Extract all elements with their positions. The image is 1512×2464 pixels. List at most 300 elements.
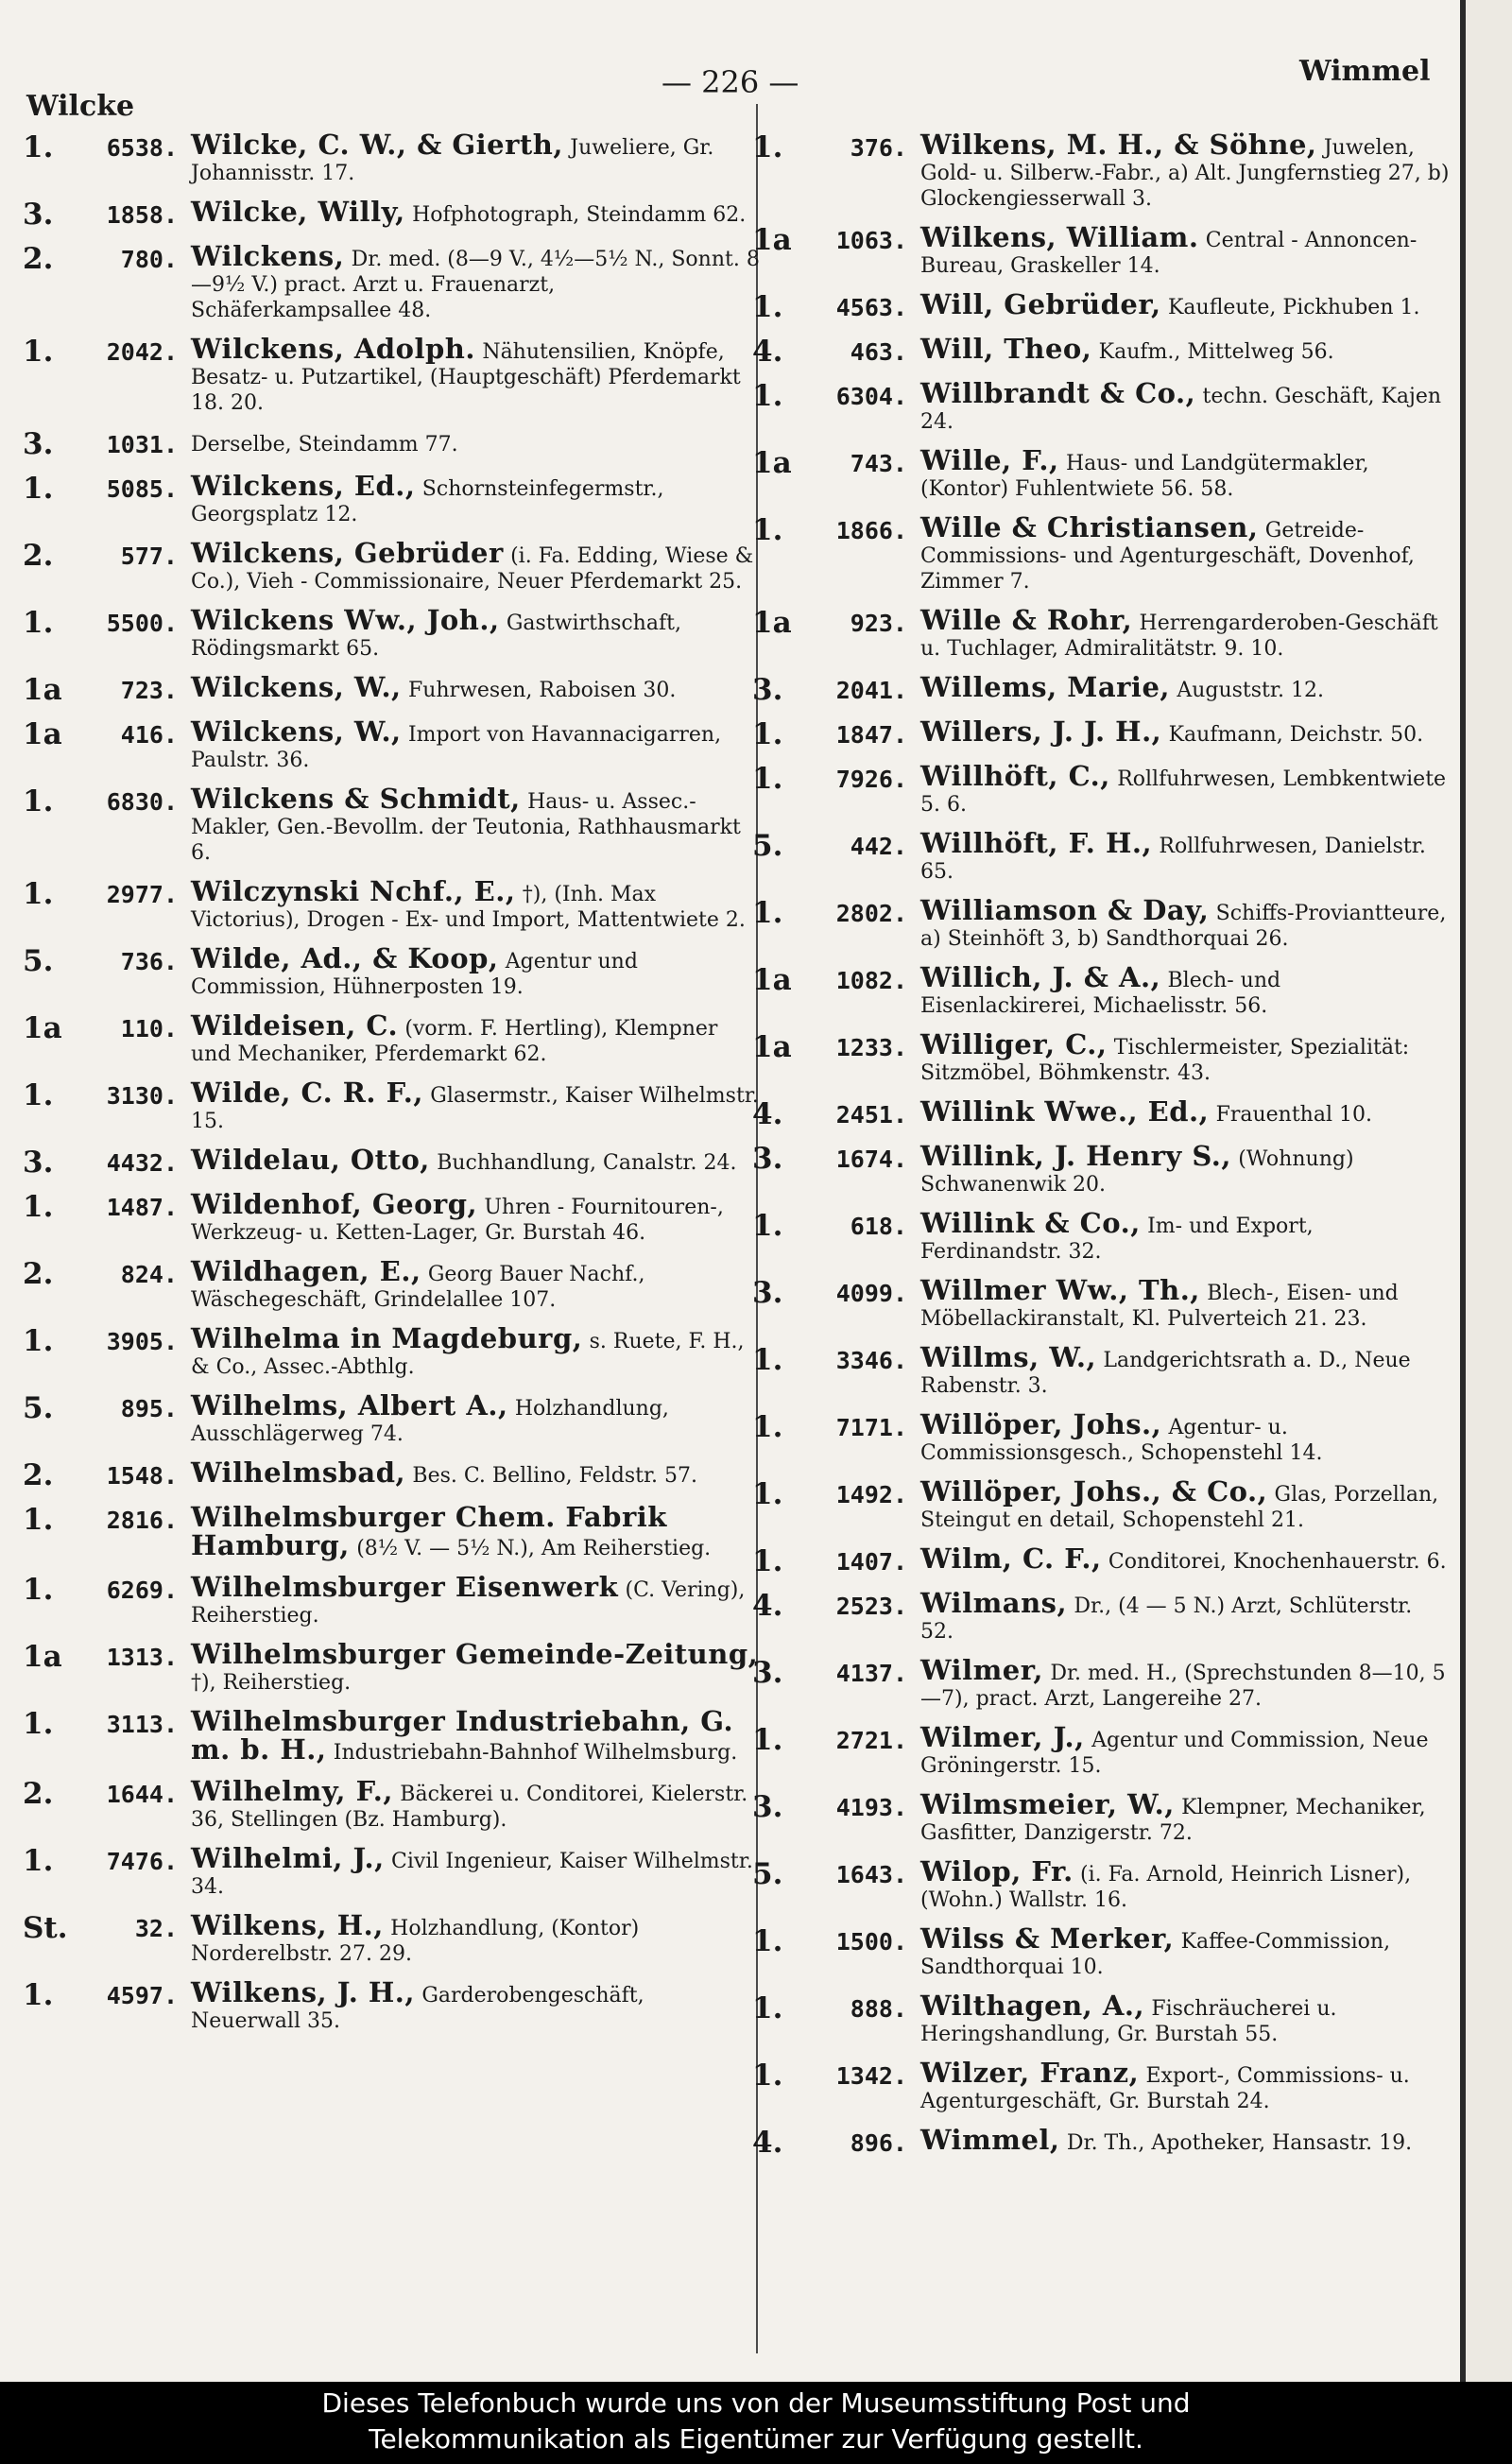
subscriber-name: Wildenhof, Georg, xyxy=(191,1188,478,1220)
phone-number: 4597. xyxy=(106,1982,178,2009)
directory-entry xyxy=(23,671,760,707)
directory-entry xyxy=(23,1255,760,1313)
entry-text xyxy=(191,1705,760,1766)
subscriber-name: Willems, Marie, xyxy=(920,671,1170,703)
directory-entry xyxy=(23,1009,760,1067)
entry-text xyxy=(920,894,1452,952)
subscriber-name: Wilhelmsburger Chem. Fabrik Hamburg, xyxy=(191,1501,667,1561)
subscriber-details: Industriebahn-Bahnhof Wilhelmsburg. xyxy=(333,1741,738,1765)
subscriber-details: Dr. Th., Apotheker, Hansastr. 19. xyxy=(1066,2131,1413,2155)
phone-number: 3346. xyxy=(835,1347,907,1374)
phone-number: 896. xyxy=(850,2129,907,2157)
exchange-code: 1. xyxy=(23,877,54,911)
exchange-code: 1a xyxy=(23,1640,62,1674)
directory-entry xyxy=(23,1077,760,1134)
exchange-code: 2. xyxy=(23,1257,54,1291)
subscriber-details: Klempner, Mechaniker, Gasfitter, Danzigerstr. 72. xyxy=(920,1796,1426,1845)
subscriber-name: Williamson & Day, xyxy=(920,894,1210,926)
subscriber-details: Export-, Commissions- u. Agenturgeschäft, Gr. Burstah 24. xyxy=(920,2064,1410,2113)
entry-text xyxy=(191,1501,760,1561)
phone-number: 6538. xyxy=(106,134,178,162)
phone-number: 1082. xyxy=(835,967,907,994)
directory-entry xyxy=(752,894,1452,952)
entry-text xyxy=(920,1341,1452,1399)
directory-entry xyxy=(752,671,1452,707)
subscriber-name: Willbrandt & Co., xyxy=(920,377,1196,409)
exchange-code: 4. xyxy=(752,2126,783,2160)
exchange-code: 1. xyxy=(752,1723,783,1757)
subscriber-name: Wilckens, Ed., xyxy=(191,470,416,502)
entry-text xyxy=(920,961,1452,1019)
subscriber-details: Agentur- u. Commissionsgesch., Schopenstehl 14. xyxy=(920,1416,1323,1465)
directory-entry xyxy=(752,1274,1452,1332)
exchange-code: 1. xyxy=(23,335,54,369)
subscriber-name: Willhöft, C., xyxy=(920,760,1110,792)
subscriber-name: Wimmel, xyxy=(920,2124,1060,2156)
exchange-code: 3. xyxy=(23,1146,54,1180)
phone-number: 618. xyxy=(850,1213,907,1240)
entry-text xyxy=(920,1922,1452,1980)
exchange-code: 1a xyxy=(752,223,792,257)
entry-text xyxy=(191,240,760,323)
entry-text xyxy=(920,715,1452,748)
entry-text xyxy=(191,1389,760,1447)
footer-line-2: Telekommunikation als Eigentümer zur Verfügung gestellt. xyxy=(369,2423,1143,2455)
entry-text xyxy=(191,537,760,594)
exchange-code: 1. xyxy=(23,1324,54,1358)
entry-text xyxy=(920,1140,1452,1198)
entry-text xyxy=(191,604,760,662)
directory-entry xyxy=(752,1788,1452,1846)
subscriber-details: Kaufleute, Pickhuben 1. xyxy=(1167,296,1420,319)
exchange-code: 1. xyxy=(23,130,54,164)
subscriber-details: Bes. C. Bellino, Feldstr. 57. xyxy=(412,1464,698,1488)
phone-number: 7476. xyxy=(106,1848,178,1875)
subscriber-details: Schiffs-Proviantteure, a) Steinhöft 3, b) Sandthorquai 26. xyxy=(920,902,1447,951)
entry-text xyxy=(191,783,760,866)
subscriber-name: Willink Wwe., Ed., xyxy=(920,1095,1210,1128)
phone-number: 736. xyxy=(120,948,178,975)
directory-entry xyxy=(752,961,1452,1019)
entry-text xyxy=(920,671,1452,703)
subscriber-name: Wilss & Merker, xyxy=(920,1922,1175,1955)
entry-text xyxy=(920,444,1452,502)
entry-text xyxy=(920,333,1452,365)
phone-number: 2523. xyxy=(835,1593,907,1620)
subscriber-details: Gastwirthschaft, Rödingsmarkt 65. xyxy=(191,612,681,661)
exchange-code: 1. xyxy=(752,717,783,751)
exchange-code: 1. xyxy=(752,896,783,930)
directory-entry xyxy=(752,221,1452,279)
exchange-code: 4. xyxy=(752,1589,783,1623)
subscriber-details: Agentur und Commission, Hühnerposten 19. xyxy=(191,950,638,999)
subscriber-details: Glas, Porzellan, Steingut en detail, Schopenstehl 21. xyxy=(920,1483,1439,1532)
exchange-code: 1. xyxy=(23,1573,54,1607)
subscriber-details: †), (Inh. Max Victorius), Drogen - Ex- und Import, Mattentwiete 2. xyxy=(191,883,746,932)
directory-entry xyxy=(752,1587,1452,1645)
exchange-code: 4. xyxy=(752,1097,783,1131)
phone-number: 1233. xyxy=(835,1034,907,1061)
directory-entry xyxy=(752,1408,1452,1466)
exchange-code: 1. xyxy=(752,1477,783,1511)
subscriber-name: Wilzer, Franz, xyxy=(920,2057,1140,2089)
phone-number: 1847. xyxy=(835,721,907,749)
subscriber-details: Civil Ingenieur, Kaiser Wilhelmstr. 34. xyxy=(191,1850,753,1899)
exchange-code: 3. xyxy=(752,673,783,707)
directory-entry xyxy=(752,1207,1452,1265)
directory-entry xyxy=(23,240,760,323)
directory-entry xyxy=(752,129,1452,212)
subscriber-name: Wilhelma in Magdeburg, xyxy=(191,1322,583,1354)
directory-entry xyxy=(752,1855,1452,1913)
phone-number: 1492. xyxy=(835,1481,907,1508)
subscriber-name: Wilmsmeier, W., xyxy=(920,1788,1175,1820)
directory-entry xyxy=(23,470,760,527)
subscriber-details: Juwelen, Gold- u. Silberw.-Fabr., a) Alt. Jungfernstieg 27, b) Glockengiesserwall 3. xyxy=(920,136,1450,211)
exchange-code: 1. xyxy=(23,1078,54,1112)
subscriber-details: (8½ V. — 5½ N.), Am Reiherstieg. xyxy=(356,1537,712,1560)
phone-number: 1063. xyxy=(835,227,907,254)
exchange-code: 1. xyxy=(752,379,783,413)
phone-number: 3130. xyxy=(106,1082,178,1110)
subscriber-details: s. Ruete, F. H., & Co., Assec.-Abthlg. xyxy=(191,1330,745,1379)
directory-entry xyxy=(23,1501,760,1561)
exchange-code: 1. xyxy=(23,1978,54,2012)
phone-number: 2816. xyxy=(106,1507,178,1534)
phone-number: 1548. xyxy=(106,1462,178,1490)
exchange-code: 1a xyxy=(752,963,792,997)
subscriber-details: (vorm. F. Hertling), Klempner und Mechaniker, Pferdemarkt 62. xyxy=(191,1017,718,1066)
subscriber-details: Derselbe, Steindamm 77. xyxy=(191,433,458,457)
directory-entry xyxy=(23,129,760,186)
directory-entry xyxy=(752,2057,1452,2114)
subscriber-name: Wilckens, Adolph. xyxy=(191,333,475,365)
phone-number: 4193. xyxy=(835,1794,907,1821)
entry-text xyxy=(191,129,760,186)
subscriber-details: Dr. med. H., (Sprechstunden 8—10, 5—7), pract. Arzt, Langereihe 27. xyxy=(920,1662,1446,1711)
exchange-code: 1. xyxy=(752,290,783,324)
entry-text xyxy=(920,1990,1452,2047)
subscriber-name: Will, Theo, xyxy=(920,333,1092,365)
phone-number: 1313. xyxy=(106,1644,178,1671)
phone-number: 1031. xyxy=(106,431,178,458)
directory-entry xyxy=(752,715,1452,751)
subscriber-name: Willöper, Johs., xyxy=(920,1408,1162,1440)
exchange-code: 1. xyxy=(752,130,783,164)
directory-entry xyxy=(23,942,760,1000)
subscriber-name: Wilmans, xyxy=(920,1587,1068,1619)
subscriber-name: Wilm, C. F., xyxy=(920,1542,1102,1575)
header-left-keyword: Wilcke xyxy=(26,90,135,123)
phone-number: 2451. xyxy=(835,1101,907,1129)
subscriber-details: Juweliere, Gr. Johannisstr. 17. xyxy=(191,136,714,185)
subscriber-name: Wilhelmsbad, xyxy=(191,1456,406,1489)
entry-text xyxy=(920,1654,1452,1712)
subscriber-name: Wildhagen, E., xyxy=(191,1255,421,1287)
entry-text xyxy=(920,1028,1452,1086)
exchange-code: 2. xyxy=(23,242,54,276)
directory-entry xyxy=(752,377,1452,435)
subscriber-details: Buchhandlung, Canalstr. 24. xyxy=(437,1151,737,1175)
phone-number: 1674. xyxy=(835,1146,907,1173)
directory-entry xyxy=(752,1542,1452,1578)
entry-text xyxy=(920,1207,1452,1265)
phone-number: 1487. xyxy=(106,1194,178,1221)
directory-entry xyxy=(23,715,760,773)
phone-number: 2042. xyxy=(106,338,178,366)
subscriber-details: Bäckerei u. Conditorei, Kielerstr. 36, Stellingen (Bz. Hamburg). xyxy=(191,1783,748,1832)
directory-entry xyxy=(752,1095,1452,1131)
subscriber-name: Wilop, Fr. xyxy=(920,1855,1074,1887)
subscriber-name: Willhöft, F. H., xyxy=(920,827,1153,859)
exchange-code: 1. xyxy=(752,1991,783,2025)
entry-text xyxy=(191,1909,760,1967)
subscriber-details: Glasermstr., Kaiser Wilhelmstr. 15. xyxy=(191,1084,759,1133)
exchange-code: 1a xyxy=(23,1011,62,1045)
exchange-code: 1. xyxy=(752,513,783,547)
exchange-code: 1a xyxy=(752,446,792,480)
subscriber-name: Wilkens, H., xyxy=(191,1909,384,1941)
subscriber-name: Will, Gebrüder, xyxy=(920,288,1161,320)
exchange-code: 5. xyxy=(23,944,54,978)
directory-entry xyxy=(23,333,760,416)
phone-number: 923. xyxy=(850,610,907,637)
subscriber-name: Wilde, C. R. F., xyxy=(191,1077,423,1109)
subscriber-details: Central - Annoncen-Bureau, Graskeller 14. xyxy=(920,229,1418,278)
entry-text xyxy=(191,1077,760,1134)
phone-number: 463. xyxy=(850,338,907,366)
entry-text xyxy=(191,875,760,933)
phone-number: 1342. xyxy=(835,2062,907,2090)
subscriber-name: Wilckens, xyxy=(191,240,345,272)
entry-text xyxy=(191,1255,760,1313)
directory-entry xyxy=(752,1654,1452,1712)
entry-text xyxy=(191,470,760,527)
directory-entry xyxy=(23,1188,760,1246)
entry-text xyxy=(920,1855,1452,1913)
subscriber-details: Kaufm., Mittelweg 56. xyxy=(1098,340,1334,364)
exchange-code: 1. xyxy=(752,1343,783,1377)
entry-text xyxy=(191,1188,760,1246)
subscriber-name: Willink, J. Henry S., xyxy=(920,1140,1231,1172)
subscriber-details: Blech- und Eisenlackirerei, Michaelisstr. 56. xyxy=(920,969,1281,1018)
phone-number: 4432. xyxy=(106,1149,178,1177)
subscriber-name: Willers, J. J. H., xyxy=(920,715,1162,748)
exchange-code: 1. xyxy=(23,1190,54,1224)
entry-text xyxy=(191,1976,760,2034)
subscriber-details: Haus- und Landgütermakler, (Kontor) Fuhlentwiete 56. 58. xyxy=(920,452,1369,501)
directory-entry xyxy=(23,1909,760,1967)
directory-entry xyxy=(752,2124,1452,2160)
directory-entry xyxy=(23,604,760,662)
subscriber-name: Wilckens, W., xyxy=(191,671,402,703)
page-header xyxy=(0,38,1455,132)
subscriber-name: Wilhelmi, J., xyxy=(191,1842,385,1874)
directory-entry xyxy=(752,511,1452,594)
entry-text xyxy=(920,2057,1452,2114)
phone-number: 7171. xyxy=(835,1414,907,1441)
subscriber-details: Conditorei, Knochenhauerstr. 6. xyxy=(1108,1550,1447,1574)
entry-text xyxy=(191,1638,760,1696)
subscriber-name: Wilczynski Nchf., E., xyxy=(191,875,516,907)
exchange-code: 1a xyxy=(752,606,792,640)
entry-text xyxy=(920,1721,1452,1779)
exchange-code: 1. xyxy=(752,1209,783,1243)
directory-entry xyxy=(23,1322,760,1380)
entry-text xyxy=(920,1542,1452,1575)
subscriber-details: (i. Fa. Arnold, Heinrich Lisner), (Wohn.) Wallstr. 16. xyxy=(920,1863,1412,1912)
exchange-code: St. xyxy=(23,1911,68,1945)
subscriber-details: Holzhandlung, (Kontor) Norderelbstr. 27. 29. xyxy=(191,1917,640,1966)
subscriber-details: Herrengarderoben-Geschäft u. Tuchlager, Admiralitätstr. 9. 10. xyxy=(920,612,1438,661)
entry-text xyxy=(920,1475,1452,1533)
subscriber-name: Wilckens & Schmidt, xyxy=(191,783,521,815)
subscriber-details: Uhren - Fournitouren-, Werkzeug- u. Ketten-Lager, Gr. Burstah 46. xyxy=(191,1196,724,1245)
subscriber-details: Agentur und Commission, Neue Gröningerstr. 15. xyxy=(920,1729,1429,1778)
phone-number: 5500. xyxy=(106,610,178,637)
directory-entry xyxy=(23,1456,760,1492)
entry-text xyxy=(191,196,760,228)
subscriber-details: Im- und Export, Ferdinandstr. 32. xyxy=(920,1215,1314,1264)
phone-number: 442. xyxy=(850,833,907,860)
exchange-code: 1. xyxy=(752,1924,783,1958)
subscriber-details: Tischlermeister, Spezialität: Sitzmöbel, Böhmkenstr. 43. xyxy=(920,1036,1410,1085)
exchange-code: 5. xyxy=(752,829,783,863)
exchange-code: 2. xyxy=(23,1777,54,1811)
subscriber-details: Kaffee-Commission, Sandthorquai 10. xyxy=(920,1930,1391,1979)
phone-number: 110. xyxy=(120,1015,178,1042)
phone-number: 2041. xyxy=(835,677,907,704)
exchange-code: 5. xyxy=(752,1857,783,1891)
entry-text xyxy=(191,1009,760,1067)
directory-entry xyxy=(752,1341,1452,1399)
subscriber-details: (C. Vering), Reiherstieg. xyxy=(191,1578,746,1628)
subscriber-name: Wilckens Ww., Joh., xyxy=(191,604,500,636)
adjacent-page-edge xyxy=(1460,0,1512,2382)
directory-entry xyxy=(23,196,760,232)
subscriber-name: Wilcke, C. W., & Gierth, xyxy=(191,129,563,161)
subscriber-name: Wildelau, Otto, xyxy=(191,1144,430,1176)
right-column xyxy=(752,129,1452,2172)
directory-entry xyxy=(23,1976,760,2034)
phone-number: 743. xyxy=(850,450,907,477)
directory-entry xyxy=(23,429,760,460)
subscriber-details: Schornsteinfegermstr., Georgsplatz 12. xyxy=(191,477,664,526)
entry-text xyxy=(920,377,1452,435)
subscriber-name: Willöper, Johs., & Co., xyxy=(920,1475,1268,1508)
directory-entry xyxy=(752,760,1452,818)
directory-entry xyxy=(23,1842,760,1900)
entry-text xyxy=(920,129,1452,212)
phone-number: 895. xyxy=(120,1395,178,1422)
exchange-code: 2. xyxy=(23,539,54,573)
subscriber-details: Dr. med. (8—9 V., 4½—5½ N., Sonnt. 8—9½ V.) pract. Arzt u. Frauenarzt, Schäferkampsallee 48. xyxy=(191,248,760,322)
phone-number: 3905. xyxy=(106,1328,178,1355)
subscriber-name: Wilmer, xyxy=(920,1654,1043,1686)
phone-number: 7926. xyxy=(835,766,907,793)
subscriber-details: Auguststr. 12. xyxy=(1177,679,1324,702)
page-number: — 226 — xyxy=(662,64,799,100)
exchange-code: 3. xyxy=(752,1790,783,1824)
footer-banner xyxy=(0,2382,1512,2464)
entry-text xyxy=(191,942,760,1000)
phone-number: 6830. xyxy=(106,788,178,816)
directory-entry xyxy=(752,1922,1452,1980)
subscriber-name: Wille & Rohr, xyxy=(920,604,1133,636)
exchange-code: 1. xyxy=(23,472,54,506)
phone-number: 780. xyxy=(120,246,178,273)
exchange-code: 1a xyxy=(752,1030,792,1064)
subscriber-details: Fischräucherei u. Heringshandlung, Gr. Burstah 55. xyxy=(920,1997,1337,2046)
entry-text xyxy=(191,1571,760,1628)
header-right-keyword: Wimmel xyxy=(1299,55,1431,88)
subscriber-details: Fuhrwesen, Raboisen 30. xyxy=(407,679,677,702)
subscriber-details: Hofphotograph, Steindamm 62. xyxy=(412,203,747,227)
entry-text xyxy=(920,604,1452,662)
directory-entry xyxy=(752,1475,1452,1533)
phone-number: 4099. xyxy=(835,1280,907,1307)
directory-entry xyxy=(23,783,760,866)
directory-entry xyxy=(752,604,1452,662)
subscriber-name: Wilhelmsburger Gemeinde-Zeitung, xyxy=(191,1638,759,1670)
exchange-code: 1. xyxy=(752,1544,783,1578)
entry-text xyxy=(191,715,760,773)
directory-entry xyxy=(752,288,1452,324)
directory-entry xyxy=(752,1140,1452,1198)
subscriber-name: Wille & Christiansen, xyxy=(920,511,1259,543)
entry-text xyxy=(920,827,1452,885)
subscriber-name: Wilhelmsburger Eisenwerk xyxy=(191,1571,619,1603)
exchange-code: 3. xyxy=(752,1656,783,1690)
subscriber-details: Rollfuhrwesen, Lembkentwiete 5. 6. xyxy=(920,767,1447,817)
entry-text xyxy=(920,1095,1452,1128)
phone-number: 6269. xyxy=(106,1577,178,1604)
subscriber-name: Wilkens, J. H., xyxy=(191,1976,415,2008)
exchange-code: 3. xyxy=(752,1276,783,1310)
phone-number: 2977. xyxy=(106,881,178,908)
exchange-code: 1. xyxy=(23,784,54,818)
directory-entry xyxy=(752,1028,1452,1086)
directory-entry xyxy=(752,444,1452,502)
entry-text xyxy=(191,333,760,416)
subscriber-name: Wilhelms, Albert A., xyxy=(191,1389,508,1422)
phone-number: 416. xyxy=(120,721,178,749)
entry-text xyxy=(920,1788,1452,1846)
entry-text xyxy=(191,1842,760,1900)
entry-text xyxy=(920,221,1452,279)
phone-number: 2802. xyxy=(835,900,907,927)
subscriber-name: Wilckens, W., xyxy=(191,715,402,748)
phone-number: 5085. xyxy=(106,475,178,503)
exchange-code: 3. xyxy=(23,427,54,461)
phone-number: 723. xyxy=(120,677,178,704)
entry-text xyxy=(920,511,1452,594)
entry-text xyxy=(191,1456,760,1489)
subscriber-details: Import von Havannacigarren, Paulstr. 36. xyxy=(191,723,722,772)
subscriber-name: Willms, W., xyxy=(920,1341,1097,1373)
exchange-code: 5. xyxy=(23,1391,54,1425)
footer-line-1: Dieses Telefonbuch wurde uns von der Museumsstiftung Post und xyxy=(321,2387,1191,2419)
subscriber-name: Wildeisen, C. xyxy=(191,1009,399,1042)
subscriber-name: Wilkens, M. H., & Söhne, xyxy=(920,129,1317,161)
directory-entry xyxy=(23,1638,760,1696)
phone-number: 32. xyxy=(134,1915,178,1942)
left-column xyxy=(23,129,760,2047)
subscriber-name: Wille, F., xyxy=(920,444,1059,476)
phone-number: 824. xyxy=(120,1261,178,1288)
subscriber-name: Willich, J. & A., xyxy=(920,961,1161,993)
entry-text xyxy=(191,671,760,703)
